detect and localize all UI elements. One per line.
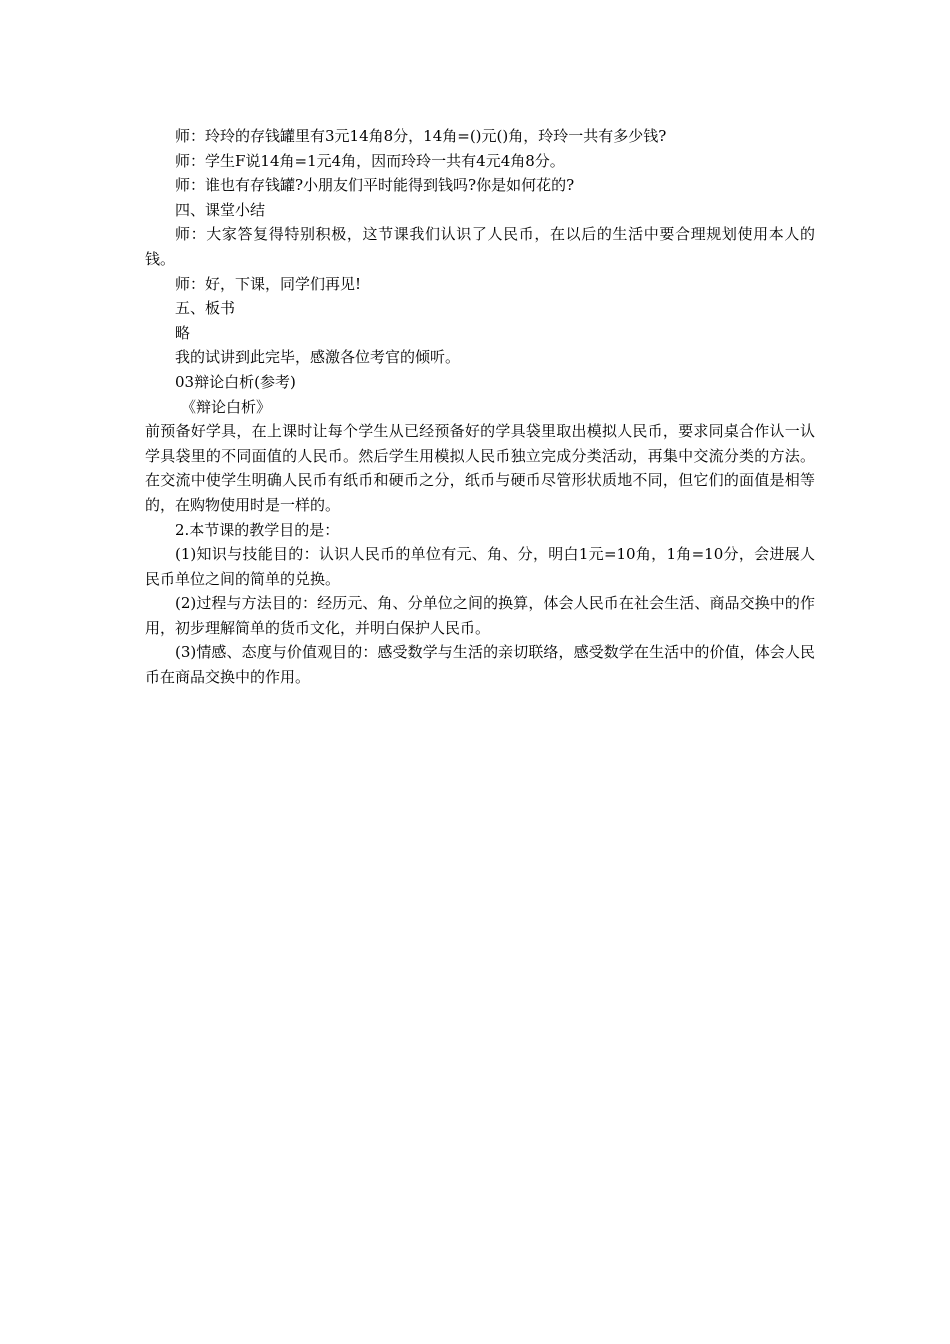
body-paragraph: 2.本节课的教学目的是： — [175, 520, 340, 539]
body-paragraph: 我的试讲到此完毕，感激各位考官的倾听。 — [175, 348, 461, 367]
objective-paragraph: (1)知识与技能目的：认识人民币的单位有元、角、分，明白1元=10角，1角=10分，会进展人民币单位之间的简单的兑换。 — [145, 545, 815, 588]
objective-paragraph: (3)情感、态度与价值观目的：感受数学与生活的亲切联络，感受数学在生活中的价值，体会人民币在商品交换中的作用。 — [145, 643, 815, 687]
dialogue-paragraph: 师：学生F说14角=1元4角，因而玲玲一共有4元4角8分。 — [175, 151, 565, 170]
section-heading: 五、板书 — [175, 299, 236, 318]
dialogue-paragraph: 师：玲玲的存钱罐里有3元14角8分，14角=()元()角，玲玲一共有多少钱? — [175, 127, 667, 145]
body-paragraph: 略 — [175, 323, 191, 342]
section-heading: 03辩论白析(参考) — [175, 372, 296, 391]
section-heading: 四、课堂小结 — [175, 200, 266, 219]
dialogue-paragraph: 师：好，下课，同学们再见! — [175, 274, 362, 293]
dialogue-paragraph: 师：谁也有存钱罐?小朋友们平时能得到钱吗?你是如何花的? — [175, 176, 575, 195]
body-paragraph: 前预备好学具，在上课时让每个学生从已经预备好的学具袋里取出模拟人民币，要求同桌合作认一认学具袋里的不同面值的人民币。然后学生用模拟人民币独立完成分类活动，再集中交流分类的方法。在交流中使学生明确人民币有纸币和硬币之分，纸币与硬币尽管形状质地不同，但它们的面值是相等的，在购物使用时是一样的。 — [145, 422, 815, 514]
objective-paragraph: (2)过程与方法目的：经历元、角、分单位之间的换算，体会人民币在社会生活、商品交换中的作用，初步理解简单的货币文化，并明白保护人民币。 — [145, 594, 815, 637]
section-title: 《辩论白析》 — [181, 397, 272, 416]
document-body — [145, 124, 815, 690]
dialogue-paragraph: 师：大家答复得特别积极，这节课我们认识了人民币，在以后的生活中要合理规划使用本人的钱。 — [145, 225, 815, 268]
